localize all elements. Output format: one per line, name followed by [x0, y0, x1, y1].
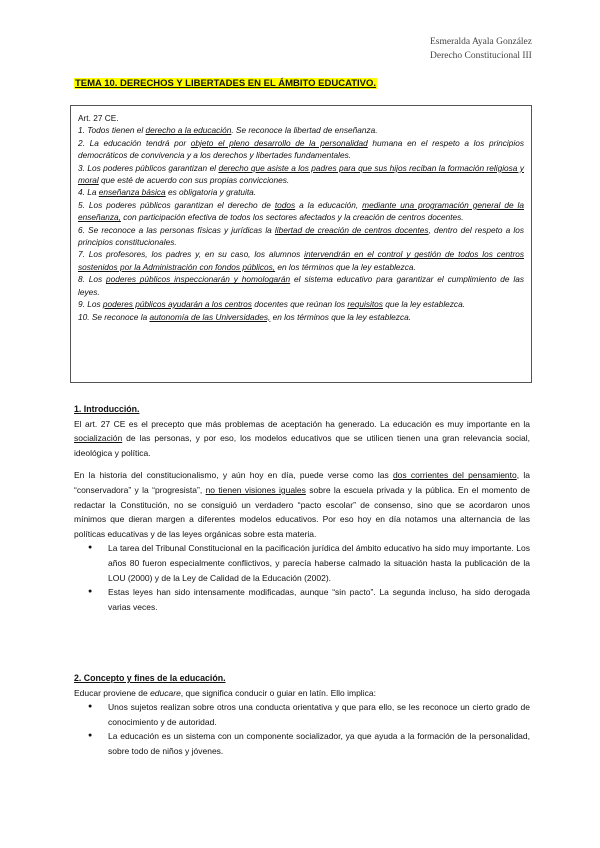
article-para-7: 7. Los profesores, los padres y, en su caso, los alumnos intervendrán en el control y gestión de todos los centros sostenidos por la Administración con fondos públicos, en los términos que la ley establezca. [78, 249, 524, 272]
paragraph: El art. 27 CE es el precepto que más problemas de aceptación ha generado. La educación es muy importante en la socialización de las personas, y por eso, los modelos educativos que se utilicen tienen una gran relevancia social, ideológica y política. [74, 418, 530, 458]
paragraph: En la historia del constitucionalismo, y aún hoy en día, puede verse como las dos corrientes del pensamiento, la “conservadora” y la “progresista”, no tienen visiones iguales sobre la escuela privada y la pública. En el momento de redactar la Constitución, no se consiguió un verdadero “pacto escolar” de consenso, sino que se acordaron unos mínimos que dieran margen a diferentes modelos educativos. Por eso hoy en día notamos una alternancia de las políticas educativas y de las leyes orgánicas sobre esta materia. [74, 470, 531, 539]
article-para-6: 6. Se reconoce a las personas físicas y jurídicas la libertad de creación de centros docentes, dentro del respeto a los principios constitucionales. [78, 224, 524, 248]
section-heading: 2. Concepto y fines de la educación. [74, 673, 226, 683]
article-para-1: 1. Todos tienen el derecho a la educación. Se reconoce la libertad de enseñanza. [78, 125, 378, 136]
list-item: ● Unos sujetos realizan sobre otros una conducta orientativa y que para ello, se les reconoce un cierto grado de conocimiento y de autoridad. [108, 700, 530, 729]
bullet-list [74, 700, 530, 758]
section-concept [74, 671, 530, 759]
article-box [70, 105, 532, 383]
article-para-10: 10. Se reconoce la autonomía de las Universidades, en los términos que la ley establezca. [78, 311, 412, 322]
article-para-9: 9. Los poderes públicos ayudarán a los centros docentes que reúnan los requisitos que la ley establezca. [78, 299, 466, 310]
section-introduction [74, 402, 530, 614]
article-para-3: 3. Los poderes públicos garantizan el derecho que asiste a los padres para que sus hijos reciban la formación religiosa y moral que esté de acuerdo con sus propias convicciones. [78, 162, 524, 186]
article-para-2: 2. La educación tendrá por objeto el pleno desarrollo de la personalidad humana en el respeto a los principios democráticos de convivencia y a los derechos y libertades fundamentales. [78, 137, 524, 161]
bullet-list [74, 541, 530, 614]
list-item: ● La tarea del Tribunal Constitucional en la pacificación jurídica del ámbito educativo ha sido muy importante. Los años 80 fueron especialmente conflictivos, y parecía haberse calmado la situación hasta la publicación de la LOU (2000) y de la Ley de Calidad de la Educación (2002). [108, 541, 530, 585]
page-header [430, 35, 532, 63]
list-item: ● Estas leyes han sido intensamente modificadas, aunque “sin pacto”. La segunda incluso, ha sido derogada varias veces. [108, 585, 530, 614]
article-heading: Art. 27 CE. [78, 113, 119, 123]
article-para-8: 8. Los poderes públicos inspeccionarán y homologarán el sistema educativo para garantizar el cumplimiento de las leyes. [78, 274, 524, 297]
paragraph: Educar proviene de educare, que significa conducir o guiar en latín. Ello implica: [74, 687, 376, 698]
course-name: Derecho Constitucional III [430, 51, 532, 61]
article-para-4: 4. La enseñanza básica es obligatoria y gratuita. [78, 187, 257, 198]
page-title: TEMA 10. DERECHOS Y LIBERTADES EN EL ÁMBITO EDUCATIVO. [75, 78, 377, 89]
section-heading: 1. Introducción. [74, 404, 140, 414]
author-name: Esmeralda Ayala González [430, 37, 532, 47]
article-para-5: 5. Los poderes públicos garantizan el derecho de todos a la educación, mediante una programación general de la enseñanza, con participación efectiva de todos los sectores afectados y la creación de centros docentes. [78, 199, 525, 223]
list-item: ● La educación es un sistema con un componente socializador, ya que ayuda a la formación de la personalidad, sobre todo de niños y jóvenes. [108, 729, 530, 758]
